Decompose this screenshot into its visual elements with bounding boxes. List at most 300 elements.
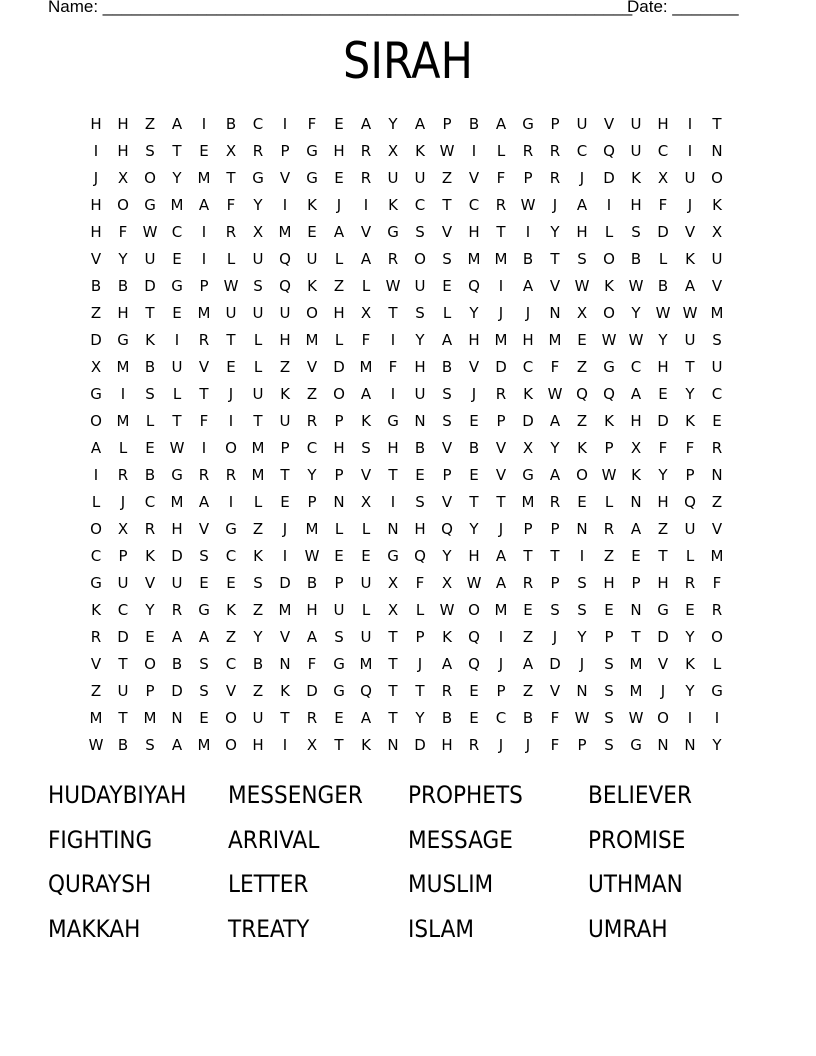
grid-letter: P bbox=[685, 466, 695, 484]
grid-letter: X bbox=[360, 493, 372, 511]
grid-letter: E bbox=[469, 709, 479, 727]
grid-letter: G bbox=[333, 655, 345, 673]
grid-letter: O bbox=[711, 628, 723, 646]
grid-letter: J bbox=[93, 169, 99, 187]
grid-letter: Z bbox=[657, 520, 669, 538]
grid-letter: H bbox=[414, 358, 426, 376]
grid-letter: V bbox=[468, 358, 480, 376]
grid-letter: G bbox=[603, 358, 615, 376]
grid-letter: N bbox=[630, 601, 642, 619]
grid-letter: K bbox=[145, 331, 155, 349]
word-bank-item: UMRAH bbox=[588, 914, 668, 943]
grid-letter: C bbox=[171, 223, 183, 241]
grid-letter: S bbox=[145, 385, 155, 403]
grid-letter: R bbox=[468, 736, 480, 754]
grid-letter: D bbox=[657, 628, 669, 646]
grid-letter: N bbox=[549, 304, 561, 322]
grid-letter: Q bbox=[279, 277, 291, 295]
grid-letter: F bbox=[361, 331, 371, 349]
grid-letter: K bbox=[280, 682, 290, 700]
grid-letter: Q bbox=[468, 655, 480, 673]
grid-letter: H bbox=[333, 439, 345, 457]
grid-letter: M bbox=[521, 493, 535, 511]
grid-letter: S bbox=[199, 547, 209, 565]
grid-letter: Y bbox=[577, 628, 587, 646]
grid-letter: C bbox=[225, 547, 237, 565]
grid-letter: O bbox=[144, 655, 156, 673]
grid-letter: I bbox=[471, 142, 477, 160]
grid-letter: W bbox=[385, 277, 401, 295]
grid-letter: M bbox=[305, 331, 319, 349]
grid-letter: F bbox=[226, 196, 236, 214]
grid-letter: H bbox=[117, 115, 129, 133]
grid-letter: R bbox=[711, 601, 723, 619]
grid-letter: W bbox=[439, 601, 455, 619]
grid-letter: X bbox=[657, 169, 669, 187]
grid-letter: H bbox=[306, 601, 318, 619]
grid-letter: U bbox=[684, 520, 696, 538]
grid-letter: L bbox=[145, 412, 155, 430]
grid-letter: V bbox=[225, 682, 237, 700]
grid-letter: U bbox=[711, 358, 723, 376]
grid-letter: D bbox=[117, 628, 129, 646]
grid-letter: A bbox=[171, 628, 183, 646]
grid-letter: I bbox=[687, 142, 693, 160]
grid-letter: M bbox=[710, 547, 724, 565]
grid-letter: C bbox=[522, 358, 534, 376]
grid-letter: I bbox=[120, 385, 126, 403]
word-bank-item: PROPHETS bbox=[408, 781, 523, 809]
grid-letter: G bbox=[657, 601, 669, 619]
grid-letter: R bbox=[225, 466, 237, 484]
grid-letter: L bbox=[334, 250, 344, 268]
grid-letter: A bbox=[441, 655, 453, 673]
grid-letter: H bbox=[630, 412, 642, 430]
grid-letter: J bbox=[552, 628, 558, 646]
grid-letter: Q bbox=[684, 493, 696, 511]
grid-letter: P bbox=[334, 574, 344, 592]
grid-letter: I bbox=[498, 628, 504, 646]
grid-letter: A bbox=[198, 628, 210, 646]
grid-letter: A bbox=[306, 628, 318, 646]
grid-letter: I bbox=[174, 331, 180, 349]
grid-letter: U bbox=[117, 574, 129, 592]
grid-letter: Y bbox=[307, 466, 317, 484]
grid-letter: S bbox=[199, 682, 209, 700]
grid-letter: O bbox=[225, 736, 237, 754]
grid-letter: E bbox=[226, 358, 236, 376]
grid-letter: T bbox=[712, 115, 722, 133]
grid-letter: Y bbox=[631, 304, 641, 322]
grid-letter: K bbox=[253, 547, 263, 565]
grid-letter: L bbox=[226, 250, 236, 268]
grid-letter: E bbox=[307, 223, 317, 241]
grid-letter: N bbox=[684, 736, 696, 754]
word-bank-item: ISLAM bbox=[408, 914, 475, 943]
grid-letter: U bbox=[414, 385, 426, 403]
grid-letter: G bbox=[333, 682, 345, 700]
grid-letter: D bbox=[90, 331, 102, 349]
grid-letter: J bbox=[579, 655, 585, 673]
grid-letter: R bbox=[711, 439, 723, 457]
grid-letter: E bbox=[631, 547, 641, 565]
grid-letter: P bbox=[631, 574, 641, 592]
grid-letter: V bbox=[711, 277, 723, 295]
grid-letter: I bbox=[228, 493, 234, 511]
grid-letter: D bbox=[522, 412, 534, 430]
grid-letter: Y bbox=[550, 223, 560, 241]
grid-letter: N bbox=[576, 682, 588, 700]
grid-letter: A bbox=[549, 466, 561, 484]
grid-letter: Y bbox=[469, 520, 479, 538]
grid-letter: P bbox=[604, 439, 614, 457]
grid-letter: O bbox=[414, 250, 426, 268]
grid-letter: L bbox=[604, 493, 614, 511]
grid-letter: H bbox=[657, 493, 669, 511]
page-title: SIRAH bbox=[343, 32, 473, 90]
grid-letter: J bbox=[498, 520, 504, 538]
grid-letter: R bbox=[144, 520, 156, 538]
grid-letter: T bbox=[388, 655, 398, 673]
grid-letter: I bbox=[390, 331, 396, 349]
grid-letter: C bbox=[576, 142, 588, 160]
grid-letter: E bbox=[604, 601, 614, 619]
grid-letter: K bbox=[442, 628, 452, 646]
grid-letter: Q bbox=[360, 682, 372, 700]
grid-letter: S bbox=[199, 655, 209, 673]
grid-letter: C bbox=[90, 547, 102, 565]
grid-letter: X bbox=[225, 142, 237, 160]
grid-letter: E bbox=[145, 439, 155, 457]
grid-letter: G bbox=[117, 331, 129, 349]
grid-letter: O bbox=[306, 304, 318, 322]
grid-letter: H bbox=[117, 304, 129, 322]
grid-letter: E bbox=[469, 682, 479, 700]
grid-letter: O bbox=[711, 169, 723, 187]
grid-letter: Z bbox=[603, 547, 615, 565]
word-bank-item: MESSENGER bbox=[228, 781, 363, 809]
grid-letter: L bbox=[658, 250, 668, 268]
grid-letter: B bbox=[252, 655, 264, 673]
grid-letter: N bbox=[279, 655, 291, 673]
grid-letter: Y bbox=[685, 682, 695, 700]
grid-letter: P bbox=[523, 520, 533, 538]
grid-letter: Y bbox=[685, 385, 695, 403]
grid-letter: Z bbox=[576, 358, 588, 376]
grid-letter: T bbox=[172, 142, 182, 160]
grid-letter: S bbox=[442, 250, 452, 268]
grid-letter: T bbox=[685, 358, 695, 376]
grid-letter: I bbox=[498, 277, 504, 295]
grid-letter: K bbox=[685, 250, 695, 268]
grid-letter: H bbox=[333, 304, 345, 322]
grid-letter: O bbox=[603, 304, 615, 322]
grid-letter: H bbox=[333, 142, 345, 160]
grid-letter: D bbox=[144, 277, 156, 295]
grid-letter: E bbox=[199, 574, 209, 592]
grid-letter: V bbox=[360, 223, 372, 241]
date-field-label: Date: _______ bbox=[627, 0, 739, 16]
grid-letter: P bbox=[199, 277, 209, 295]
grid-letter: I bbox=[390, 493, 396, 511]
grid-letter: U bbox=[279, 304, 291, 322]
grid-letter: G bbox=[225, 520, 237, 538]
grid-letter: H bbox=[468, 547, 480, 565]
grid-letter: S bbox=[604, 655, 614, 673]
grid-letter: B bbox=[90, 277, 102, 295]
grid-letter: K bbox=[604, 412, 614, 430]
grid-letter: J bbox=[417, 655, 423, 673]
grid-letter: M bbox=[494, 250, 508, 268]
grid-letter: E bbox=[469, 466, 479, 484]
grid-letter: U bbox=[144, 250, 156, 268]
grid-letter: B bbox=[171, 655, 183, 673]
grid-letter: S bbox=[577, 574, 587, 592]
grid-letter: L bbox=[334, 520, 344, 538]
grid-letter: A bbox=[90, 439, 102, 457]
grid-letter: V bbox=[198, 358, 210, 376]
grid-letter: X bbox=[630, 439, 642, 457]
grid-letter: T bbox=[415, 682, 425, 700]
grid-letter: F bbox=[550, 709, 560, 727]
grid-letter: L bbox=[685, 547, 695, 565]
grid-letter: K bbox=[361, 736, 371, 754]
grid-letter: U bbox=[414, 169, 426, 187]
grid-letter: B bbox=[441, 709, 453, 727]
grid-letter: Q bbox=[468, 277, 480, 295]
grid-letter: F bbox=[415, 574, 425, 592]
grid-letter: H bbox=[522, 331, 534, 349]
grid-letter: F bbox=[496, 169, 506, 187]
grid-letter: Z bbox=[333, 277, 345, 295]
word-bank bbox=[48, 778, 768, 956]
grid-letter: Y bbox=[253, 196, 263, 214]
grid-letter: Z bbox=[144, 115, 156, 133]
grid-letter: P bbox=[334, 412, 344, 430]
grid-letter: Y bbox=[685, 628, 695, 646]
grid-letter: G bbox=[387, 412, 399, 430]
grid-letter: Z bbox=[279, 358, 291, 376]
grid-letter: S bbox=[550, 601, 560, 619]
grid-letter: M bbox=[197, 736, 211, 754]
grid-letter: H bbox=[279, 331, 291, 349]
grid-letter: M bbox=[278, 601, 292, 619]
grid-letter: I bbox=[390, 385, 396, 403]
grid-letter: T bbox=[226, 169, 236, 187]
grid-letter: Y bbox=[658, 466, 668, 484]
grid-letter: C bbox=[117, 601, 129, 619]
grid-letter: H bbox=[171, 520, 183, 538]
grid-letter: Q bbox=[603, 142, 615, 160]
grid-letter: R bbox=[603, 520, 615, 538]
grid-letter: Z bbox=[522, 682, 534, 700]
grid-letter: S bbox=[415, 304, 425, 322]
grid-letter: G bbox=[252, 169, 264, 187]
grid-letter: T bbox=[118, 709, 128, 727]
grid-letter: T bbox=[550, 547, 560, 565]
grid-letter: L bbox=[118, 439, 128, 457]
grid-letter: K bbox=[307, 277, 317, 295]
grid-letter: C bbox=[630, 358, 642, 376]
grid-letter: Y bbox=[658, 331, 668, 349]
grid-letter: K bbox=[685, 655, 695, 673]
grid-letter: J bbox=[336, 196, 342, 214]
grid-letter: M bbox=[359, 655, 373, 673]
grid-letter: T bbox=[199, 385, 209, 403]
grid-letter: F bbox=[658, 196, 668, 214]
grid-letter: V bbox=[549, 682, 561, 700]
grid-letter: D bbox=[495, 358, 507, 376]
grid-letter: G bbox=[306, 142, 318, 160]
grid-letter: R bbox=[549, 142, 561, 160]
grid-letter: Q bbox=[603, 385, 615, 403]
grid-letter: B bbox=[657, 277, 669, 295]
grid-letter: M bbox=[197, 304, 211, 322]
grid-letter: M bbox=[170, 493, 184, 511]
grid-letter: I bbox=[282, 736, 288, 754]
grid-letter: F bbox=[685, 439, 695, 457]
grid-letter: M bbox=[359, 358, 373, 376]
grid-letter: Y bbox=[550, 439, 560, 457]
grid-letter: W bbox=[169, 439, 185, 457]
grid-letter: P bbox=[550, 520, 560, 538]
grid-letter: F bbox=[307, 655, 317, 673]
grid-letter: S bbox=[253, 277, 263, 295]
grid-letter: P bbox=[496, 682, 506, 700]
grid-letter: B bbox=[522, 250, 534, 268]
grid-letter: M bbox=[197, 169, 211, 187]
grid-letter: E bbox=[334, 115, 344, 133]
grid-letter: Y bbox=[442, 547, 452, 565]
grid-letter: X bbox=[387, 601, 399, 619]
grid-letter: V bbox=[279, 628, 291, 646]
grid-letter: I bbox=[93, 142, 99, 160]
grid-letter: V bbox=[198, 520, 210, 538]
grid-letter: S bbox=[415, 223, 425, 241]
grid-letter: M bbox=[170, 196, 184, 214]
grid-letter: X bbox=[360, 304, 372, 322]
grid-letter: O bbox=[90, 412, 102, 430]
grid-letter: R bbox=[117, 466, 129, 484]
grid-letter: U bbox=[630, 142, 642, 160]
grid-letter: E bbox=[334, 169, 344, 187]
grid-letter: U bbox=[279, 412, 291, 430]
grid-letter: T bbox=[388, 466, 398, 484]
grid-letter: O bbox=[603, 250, 615, 268]
grid-letter: X bbox=[387, 142, 399, 160]
grid-letter: K bbox=[523, 385, 533, 403]
grid-letter: P bbox=[442, 115, 452, 133]
grid-letter: H bbox=[387, 439, 399, 457]
grid-letter: R bbox=[252, 142, 264, 160]
grid-letter: I bbox=[606, 196, 612, 214]
grid-letter: H bbox=[468, 223, 480, 241]
grid-letter: T bbox=[280, 466, 290, 484]
grid-letter: A bbox=[495, 574, 507, 592]
grid-letter: Y bbox=[145, 601, 155, 619]
grid-letter: T bbox=[118, 655, 128, 673]
grid-letter: T bbox=[658, 547, 668, 565]
word-bank-item: BELIEVER bbox=[588, 781, 692, 809]
grid-letter: A bbox=[171, 736, 183, 754]
grid-letter: E bbox=[280, 493, 290, 511]
grid-letter: A bbox=[495, 547, 507, 565]
grid-letter: D bbox=[549, 655, 561, 673]
grid-letter: W bbox=[601, 331, 617, 349]
grid-letter: D bbox=[657, 223, 669, 241]
grid-letter: J bbox=[552, 196, 558, 214]
grid-letter: R bbox=[225, 223, 237, 241]
grid-letter: C bbox=[414, 196, 426, 214]
grid-letter: S bbox=[604, 736, 614, 754]
grid-letter: G bbox=[198, 601, 210, 619]
grid-letter: P bbox=[145, 682, 155, 700]
grid-letter: I bbox=[579, 547, 585, 565]
grid-letter: V bbox=[90, 250, 102, 268]
grid-letter: M bbox=[89, 709, 103, 727]
grid-letter: P bbox=[496, 412, 506, 430]
word-bank-item: MAKKAH bbox=[48, 914, 141, 943]
grid-letter: T bbox=[334, 736, 344, 754]
grid-letter: L bbox=[415, 601, 425, 619]
grid-letter: H bbox=[576, 223, 588, 241]
grid-letter: Z bbox=[522, 628, 534, 646]
grid-letter: K bbox=[91, 601, 101, 619]
grid-letter: E bbox=[469, 412, 479, 430]
grid-letter: V bbox=[495, 466, 507, 484]
grid-letter: R bbox=[522, 574, 534, 592]
grid-letter: S bbox=[577, 250, 587, 268]
grid-letter: V bbox=[441, 439, 453, 457]
grid-letter: C bbox=[711, 385, 723, 403]
grid-letter: T bbox=[550, 250, 560, 268]
grid-letter: A bbox=[360, 385, 372, 403]
grid-letter: D bbox=[171, 547, 183, 565]
grid-letter: D bbox=[279, 574, 291, 592]
grid-letter: G bbox=[522, 466, 534, 484]
grid-letter: U bbox=[171, 358, 183, 376]
grid-letter: C bbox=[495, 709, 507, 727]
grid-letter: V bbox=[684, 223, 696, 241]
grid-letter: W bbox=[223, 277, 239, 295]
grid-letter: R bbox=[360, 169, 372, 187]
grid-letter: G bbox=[171, 277, 183, 295]
grid-letter: A bbox=[522, 277, 534, 295]
grid-letter: V bbox=[711, 520, 723, 538]
grid-letter: M bbox=[548, 331, 562, 349]
grid-letter: I bbox=[201, 439, 207, 457]
grid-letter: V bbox=[279, 169, 291, 187]
grid-letter: H bbox=[657, 574, 669, 592]
grid-letter: K bbox=[712, 196, 722, 214]
grid-letter: X bbox=[117, 169, 129, 187]
grid-letter: E bbox=[415, 466, 425, 484]
grid-letter: R bbox=[441, 682, 453, 700]
grid-letter: O bbox=[576, 466, 588, 484]
grid-letter: Z bbox=[252, 520, 264, 538]
grid-letter: G bbox=[90, 385, 102, 403]
grid-letter: B bbox=[414, 439, 426, 457]
grid-letter: I bbox=[282, 196, 288, 214]
grid-letter: L bbox=[361, 520, 371, 538]
grid-letter: Z bbox=[252, 601, 264, 619]
grid-letter: A bbox=[198, 493, 210, 511]
word-bank-item: QURAYSH bbox=[48, 870, 152, 898]
grid-letter: F bbox=[550, 736, 560, 754]
grid-letter: R bbox=[306, 709, 318, 727]
grid-letter: G bbox=[387, 547, 399, 565]
grid-letter: W bbox=[682, 304, 698, 322]
